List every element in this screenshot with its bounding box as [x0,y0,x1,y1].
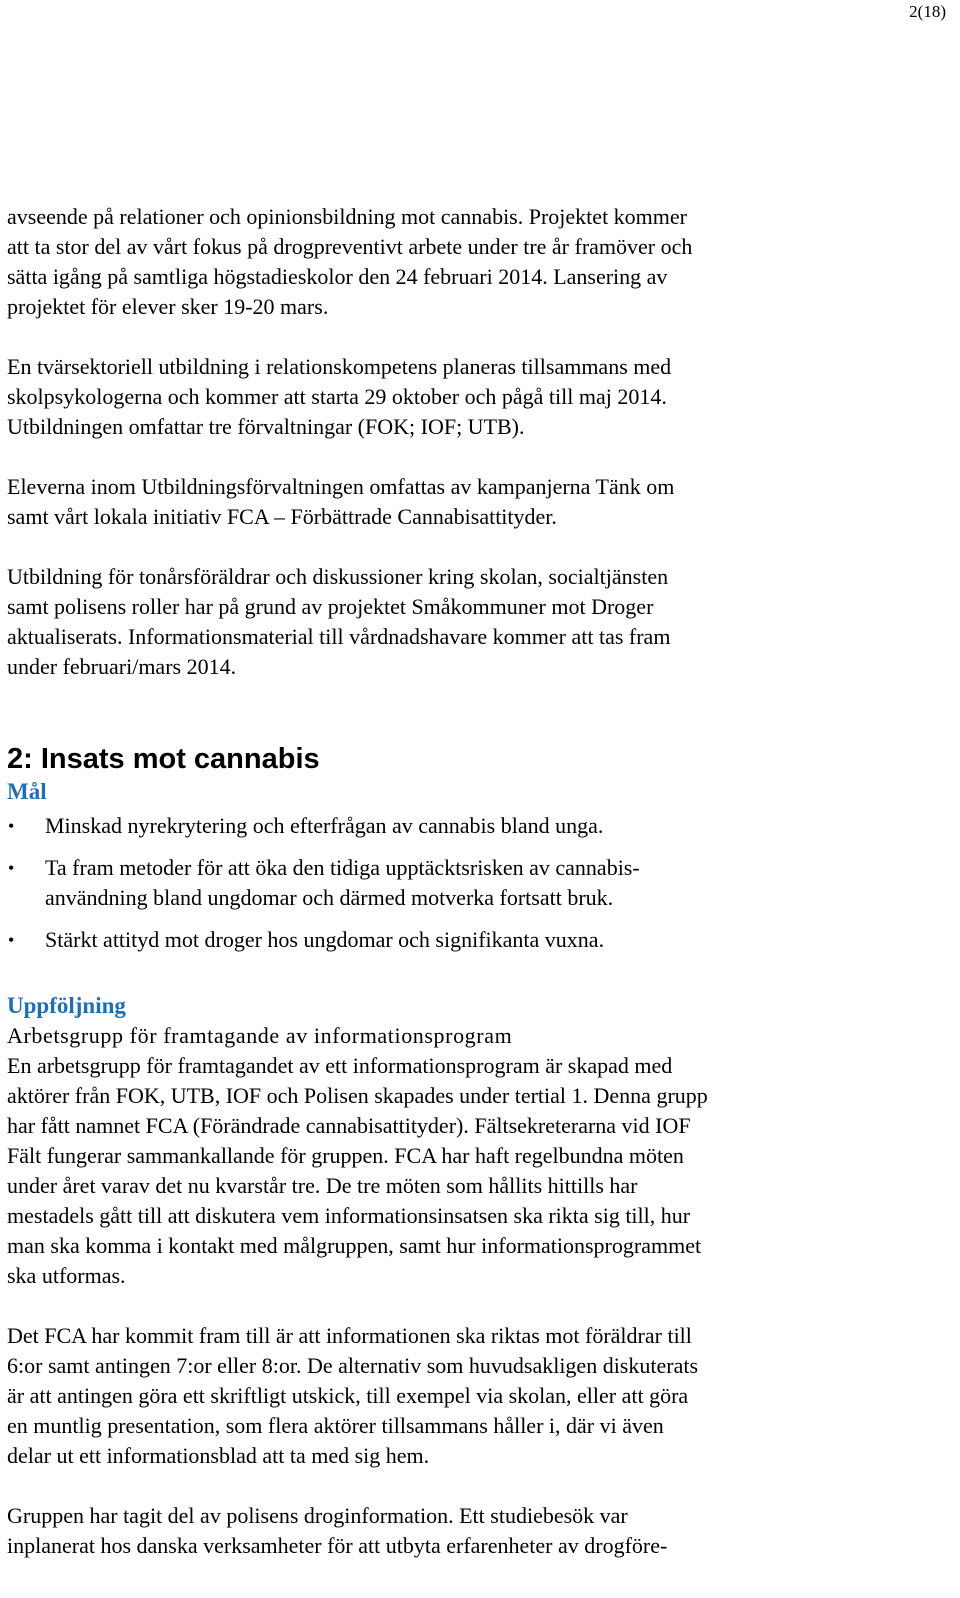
students-paragraph [7,472,867,532]
goal-text: användning bland ungdomar och därmed motverka fortsatt bruk. [45,885,614,910]
text-line: En tvärsektoriell utbildning i relationskompetens planeras tillsammans med [7,354,672,379]
page-number: 2(18) [909,2,946,21]
text-line: 6:or samt antingen 7:or eller 8:or. De alternativ som huvudsakligen diskuterats [7,1353,699,1378]
goal-text: Minskad nyrekrytering och efterfrågan av cannabis bland unga. [45,813,604,838]
text-line: att ta stor del av vårt fokus på drogpreventivt arbete under tre år framöver och [7,234,693,259]
text-line: mestadels gått till att diskutera vem informationsinsatsen ska rikta sig till, hur [7,1203,691,1228]
text-line: ska utformas. [7,1263,126,1288]
text-line: skolpsykologerna och kommer att starta 29 oktober och pågå till maj 2014. [7,384,667,409]
intro-paragraph [7,202,867,322]
list-item [7,925,867,955]
text-line: aktualiserats. Informationsmaterial till vårdnadshavare kommer att tas fram [7,624,671,649]
goal-text: Stärkt attityd mot droger hos ungdomar och signifikanta vuxna. [45,927,605,952]
training-paragraph [7,352,867,442]
police-paragraph [7,1501,867,1561]
text-line: har fått namnet FCA (Förändrade cannabisattityder). Fältsekreterarna vid IOF [7,1113,691,1138]
text-line: en muntlig presentation, som flera aktörer tillsammans håller i, där vi även [7,1413,664,1438]
fca-result-paragraph [7,1321,867,1471]
text-line: Utbildning för tonårsföräldrar och diskussioner kring skolan, socialtjänsten [7,564,669,589]
text-line: Eleverna inom Utbildningsförvaltningen omfattas av kampanjerna Tänk om [7,474,675,499]
text-line: är att antingen göra ett skriftligt utskick, till exempel via skolan, eller att göra [7,1383,689,1408]
text-line: man ska komma i kontakt med målgruppen, samt hur informationsprogrammet [7,1233,702,1258]
text-line: Gruppen har tagit del av polisens droginformation. Ett studiebesök var [7,1503,628,1528]
goals-list [7,811,867,955]
text-line: Utbildningen omfattar tre förvaltningar (FOK; IOF; UTB). [7,414,525,439]
goals-heading: Mål [7,779,47,804]
followup-heading: Uppföljning [7,993,126,1018]
goal-text: Ta fram metoder för att öka den tidiga upptäcktsrisken av cannabis- [45,855,640,880]
text-line: inplanerat hos danska verksamheter för att utbyta erfarenheter av drogföre- [7,1533,668,1558]
parents-paragraph [7,562,867,682]
text-line: samt polisens roller har på grund av projektet Småkommuner mot Droger [7,594,654,619]
text-line: avseende på relationer och opinionsbildning mot cannabis. Projektet kommer [7,204,687,229]
text-line: projektet för elever sker 19-20 mars. [7,294,329,319]
section-heading: 2: Insats mot cannabis [7,743,320,775]
page-content [7,202,867,1561]
workgroup-title: Arbetsgrupp för framtagande av informationsprogram [7,1023,513,1048]
text-line: under året varav det nu kvarstår tre. De tre möten som hållits hittills har [7,1173,638,1198]
workgroup-paragraph [7,1051,867,1291]
text-line: under februari/mars 2014. [7,654,237,679]
text-line: sätta igång på samtliga högstadieskolor den 24 februari 2014. Lansering av [7,264,668,289]
bullet-icon: • [8,816,15,836]
text-line: Det FCA har kommit fram till är att informationen ska riktas mot föräldrar till [7,1323,692,1348]
text-line: En arbetsgrupp för framtagandet av ett informationsprogram är skapad med [7,1053,673,1078]
bullet-icon: • [8,858,15,878]
list-item [7,811,867,841]
text-line: delar ut ett informationsblad att ta med sig hem. [7,1443,430,1468]
list-item [7,853,867,913]
text-line: aktörer från FOK, UTB, IOF och Polisen skapades under tertial 1. Denna grupp [7,1083,708,1108]
bullet-icon: • [8,930,15,950]
text-line: Fält fungerar sammankallande för gruppen. FCA har haft regelbundna möten [7,1143,684,1168]
text-line: samt vårt lokala initiativ FCA – Förbättrade Cannabisattityder. [7,504,557,529]
